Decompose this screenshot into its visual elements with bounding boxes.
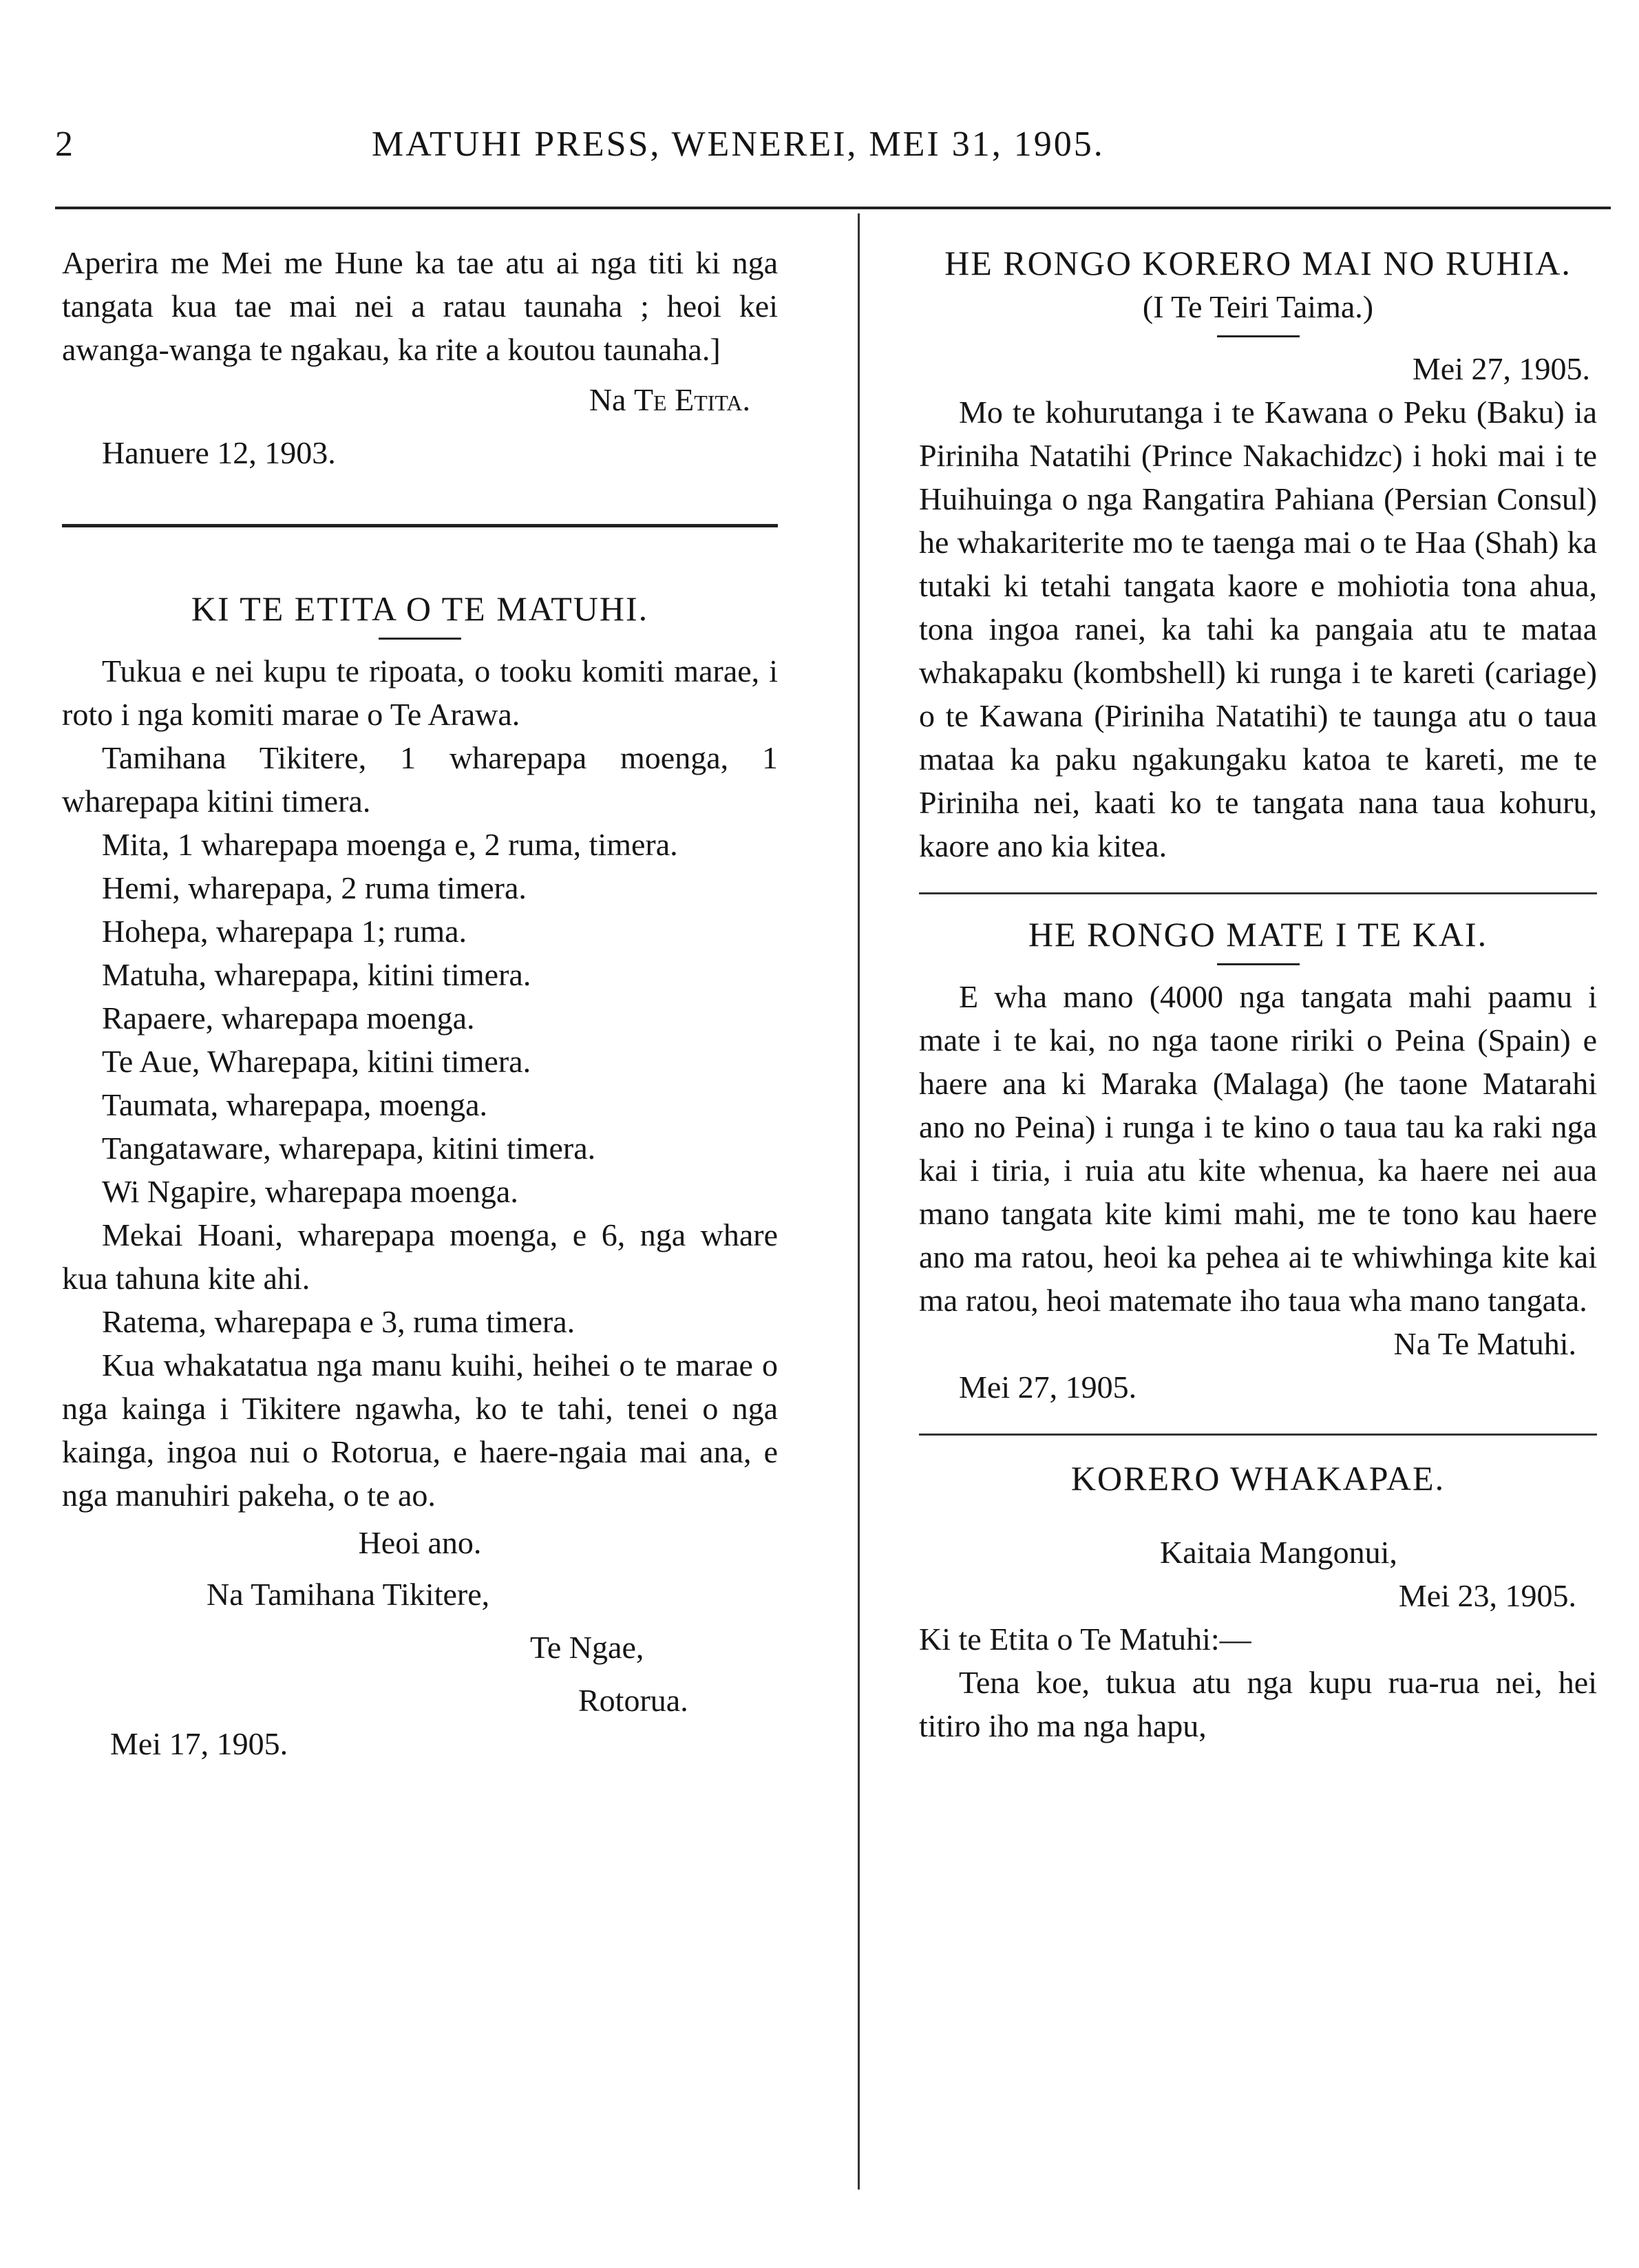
complaint-place: Kaitaia Mangonui,	[1160, 1535, 1397, 1570]
paragraph: Tukua e nei kupu te ripoata, o tooku komiti marae, i roto i nga komiti marae o Te Arawa.	[62, 653, 778, 732]
paragraph: Matuha, wharepapa, kitini timera.	[102, 957, 531, 992]
signoff	[62, 378, 778, 421]
paragraph: Mita, 1 wharepapa moenga e, 2 ruma, timera.	[102, 827, 678, 862]
section-rule	[62, 524, 778, 527]
russia-body: Mo te kohurutanga i te Kawana o Peku (Baku) ia Piriniha Natatihi (Prince Nakachidzc) i hoki mai i te Huihuinga o nga Rangatira Pahiana (Persian Consul) he whakariterite mo te taenga mai o te Haa (Shah) ka tutaki ki tetahi tangata kaore e mohiotia tona ahua, tona ingoa ranei, ka tahi ka pangaia atu te mataa whakapaku (kombshell) ki runga i te kareti (cariage) o te Kawana (Piriniha Natatihi) te taunga atu o taua mataa ka paku ngakungaku katoa te kareti, me te Piriniha nei, kaati ko te tangata nana taua kohuru, kaore ano kia kitea.	[919, 395, 1597, 863]
paragraph: Tangataware, wharepapa, kitini timera.	[102, 1131, 596, 1166]
title-rule	[1217, 335, 1300, 337]
place-line-2: Rotorua.	[578, 1683, 688, 1718]
masthead: MATUHI PRESS, WENEREI, MEI 31, 1905.	[372, 125, 1105, 164]
closing: Heoi ano.	[358, 1525, 482, 1560]
paragraph: Mekai Hoani, wharepapa moenga, e 6, nga whare kua tahuna kite ahi.	[62, 1217, 778, 1296]
paragraph: Kua whakatatua nga manu kuihi, heihei o te marae o nga kainga i Tikitere ngawha, ko te tahi, tenei o nga kainga, ingoa nui o Rotorua, e haere-ngaia mai ana, e nga manuhiri pakeha, o te ao.	[62, 1347, 778, 1513]
section-rule	[919, 892, 1597, 894]
russia-date: Mei 27, 1905.	[1412, 351, 1590, 386]
paragraph: Te Aue, Wharepapa, kitini timera.	[102, 1044, 531, 1079]
right-column	[919, 241, 1597, 1747]
place-line-1: Te Ngae,	[530, 1630, 644, 1665]
paragraph: Ratema, wharepapa e 3, ruma timera.	[102, 1304, 575, 1339]
left-column	[62, 241, 778, 1765]
famine-body: E wha mano (4000 nga tangata mahi paamu i mate i te kai, no nga taone ririki o Peina (Spain) e haere ana ki Maraka (Malaga) (he taone Matarahi ano no Peina) i runga i te kino o taua tau ka raki nga kai i tiria, i ruia atu kite whenua, ka haere nei aua mano tangata kite kimi mahi, me te tono kau haere ano ma ratou, heoi ka pehea ai te whiwhinga kite kai ma ratou, heoi matemate iho taua wha mano tangata.	[919, 979, 1597, 1318]
signoff-name: Te Etita.	[633, 382, 750, 417]
paragraph: Wi Ngapire, wharepapa moenga.	[102, 1174, 518, 1209]
russia-title: HE RONGO KORERO MAI NO RUHIA.	[944, 244, 1572, 282]
title-rule	[379, 638, 461, 640]
paragraph: Taumata, wharepapa, moenga.	[102, 1087, 488, 1122]
page-number: 2	[55, 125, 73, 164]
paragraph: Hemi, wharepapa, 2 ruma timera.	[102, 870, 527, 905]
paragraph: Rapaere, wharepapa moenga.	[102, 1000, 475, 1036]
continued-text: Aperira me Mei me Hune ka tae atu ai nga titi ki nga tangata kua tae mai nei a ratau taunaha ; heoi kei awanga-wanga te ngakau, ka rite a koutou taunaha.]	[62, 245, 778, 367]
article-date: Mei 17, 1905.	[110, 1726, 288, 1761]
article-body	[62, 649, 778, 1517]
signoff-prefix: Na	[589, 382, 634, 417]
header-rule	[55, 207, 1611, 209]
russia-subtitle: (I Te Teiri Taima.)	[1142, 289, 1374, 324]
section-rule	[919, 1434, 1597, 1436]
column-divider	[858, 213, 860, 2190]
paragraph: Hohepa, wharepapa 1; ruma.	[102, 914, 467, 949]
title-rule	[1217, 963, 1300, 965]
paragraph: Tamihana Tikitere, 1 wharepapa moenga, 1 wharepapa kitini timera.	[62, 740, 778, 819]
famine-signoff: Na Te Matuhi.	[1393, 1326, 1576, 1361]
article-title: KI TE ETITA O TE MATUHI.	[191, 589, 649, 628]
salutation: Ki te Etita o Te Matuhi:—	[919, 1621, 1251, 1657]
complaint-body: Tena koe, tukua atu nga kupu rua-rua nei, hei titiro iho ma nga hapu,	[919, 1665, 1597, 1743]
signer: Na Tamihana Tikitere,	[207, 1577, 490, 1612]
page-header	[0, 124, 1639, 179]
famine-title: HE RONGO MATE I TE KAI.	[1028, 915, 1488, 954]
complaint-title: KORERO WHAKAPAE.	[1070, 1459, 1446, 1498]
complaint-date: Mei 23, 1905.	[1398, 1578, 1576, 1613]
famine-date: Mei 27, 1905.	[959, 1369, 1137, 1405]
dateline: Hanuere 12, 1903.	[102, 435, 336, 470]
